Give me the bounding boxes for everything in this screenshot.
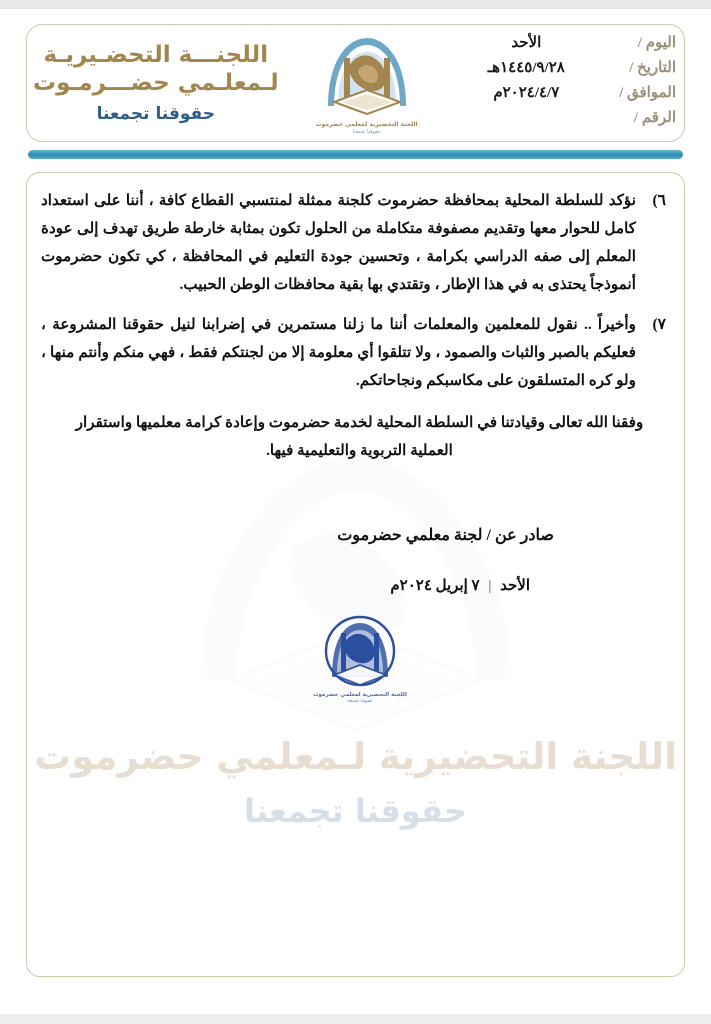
letterhead bbox=[26, 24, 685, 142]
official-stamp bbox=[306, 611, 414, 707]
meta-row-number bbox=[451, 108, 676, 133]
signature-block bbox=[41, 521, 666, 707]
org-title-line-1: اللجنـــة التحضـيريـة bbox=[43, 42, 269, 69]
meta-row-gregorian-date bbox=[451, 83, 676, 108]
clause-item bbox=[41, 187, 666, 299]
watermark-slogan: حقوقنا تجمعنا bbox=[244, 792, 467, 830]
signature-day: الأحد bbox=[500, 578, 530, 594]
stamp-seal-icon bbox=[306, 611, 414, 691]
signature-separator: | bbox=[488, 578, 492, 594]
signature-date-row bbox=[41, 573, 554, 599]
header-divider-bar bbox=[28, 150, 683, 159]
meta-value-gregorian-date: ٢٠٢٤/٤/٧م bbox=[493, 85, 560, 101]
meta-value-day: الأحد bbox=[511, 35, 542, 51]
document-body bbox=[26, 172, 685, 977]
meta-label-number: الرقم / bbox=[633, 110, 676, 126]
signature-issuer: صادر عن / لجنة معلمي حضرموت bbox=[337, 527, 554, 544]
clause-number: ٦) bbox=[652, 192, 666, 209]
clause-item bbox=[41, 311, 666, 395]
letterhead-meta bbox=[437, 25, 684, 141]
clause-list bbox=[41, 187, 666, 395]
meta-label-day: اليوم / bbox=[637, 35, 676, 51]
stamp-caption-slogan: حقوقنا تجمعنا bbox=[347, 699, 373, 704]
signature-date: ٧ إبريل ٢٠٢٤م bbox=[390, 578, 480, 594]
logo-caption-slogan: حقوقنا تجمعنا bbox=[352, 128, 381, 135]
clause-text: نؤكد للسلطة المحلية بمحافظة حضرموت كلجنة ممثلة لمنتسبي القطاع كافة ، أننا على استعداد كامل للحوار معها وتقديم مصفوفة متكاملة من الحلول تكون بمثابة خارطة طريق تهدف إلى عودة المعلم إلى صفه الدراسي بكرامة ، وتحسين جودة التعليم في المحافظة ، كي تكون حضرموت أنموذجاً يحتذى به في هذا الإطار ، وتقتدي بها بقية محافظات الوطن الحبيب. bbox=[41, 192, 636, 293]
meta-value-hijri-date: ١٤٤٥/٩/٢٨هـ bbox=[487, 60, 565, 76]
org-title-line-2: لـمعلـمي حضـــرمـوت bbox=[33, 69, 279, 96]
meta-label-gregorian-date: الموافق / bbox=[619, 85, 676, 101]
watermark-title: اللجنة التحضيرية لـمعلمي حضرموت bbox=[34, 735, 677, 778]
meta-row-day bbox=[451, 33, 676, 58]
letterhead-title bbox=[27, 36, 297, 129]
meta-row-hijri-date bbox=[451, 58, 676, 83]
meta-label-hijri-date: التاريخ / bbox=[629, 60, 676, 76]
stamp-caption: اللجنة التحضيرية لمعلمي حضرموت bbox=[313, 692, 407, 698]
org-slogan: حقوقنا تجمعنا bbox=[96, 103, 216, 124]
clause-text: وأخيراً .. نقول للمعلمين والمعلمات أننا ما زلنا مستمرين في إضرابنا لنيل حقوقنا المشروعة ، فعليكم بالصبر والثبات والصمود ، ولا تتلقوا أي معلومة إلا من لجنتكم فقط ، فهي منكم وأنتم منها ، ولو كره المتسلقون على مكاسبكم ونجاحاتكم. bbox=[41, 316, 636, 389]
logo-caption: اللجنة التحضيرية لمعلمي حضرموت bbox=[315, 120, 418, 128]
closing-paragraph: وفقنا الله تعالى وقيادتنا في السلطة المحلية لخدمة حضرموت وإعادة كرامة معلميها واستقرار العملية التربوية والتعليمية فيها. bbox=[75, 414, 644, 459]
clause-number: ٧) bbox=[652, 316, 666, 333]
letterhead-logo bbox=[297, 32, 437, 135]
committee-logo-icon bbox=[314, 32, 420, 120]
